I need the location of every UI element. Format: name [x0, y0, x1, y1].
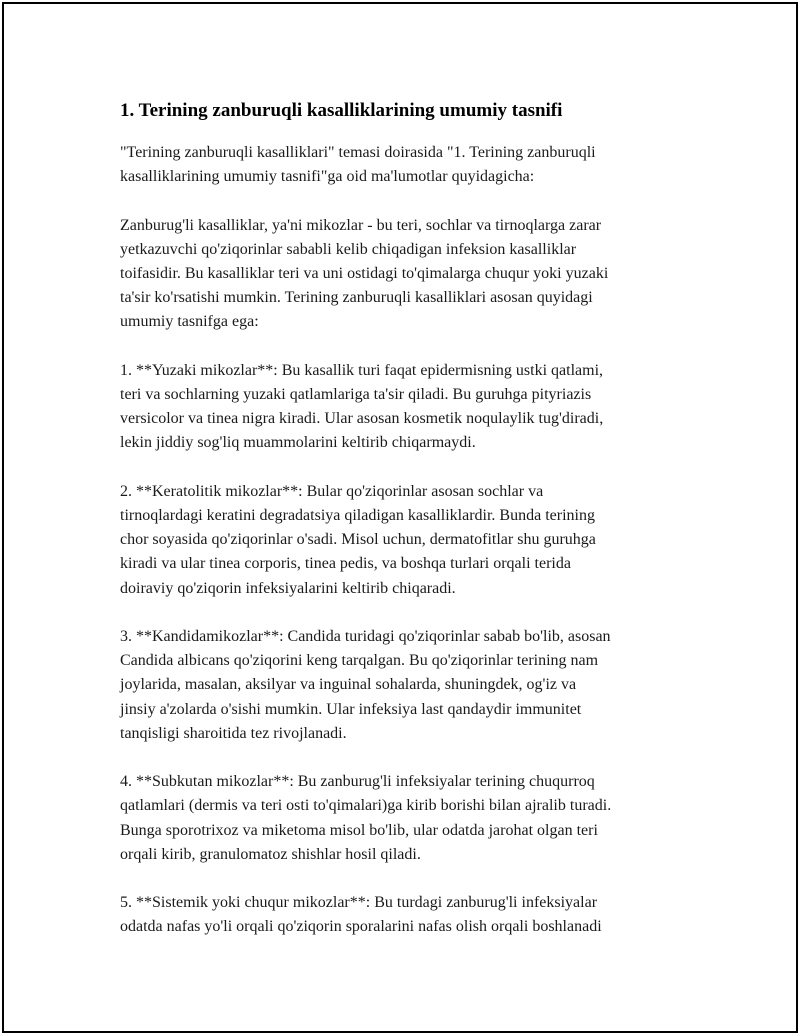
- text-line: qatlamlari (dermis va teri osti to'qimalari)ga kirib borishi bilan ajralib turadi.: [120, 797, 612, 815]
- text-line: 3. **Kandidamikozlar**: Candida turidagi qo'ziqorinlar sabab bo'lib, asosan: [120, 628, 611, 645]
- text-line: orqali kirib, granulomatoz shishlar hosil qiladi.: [120, 845, 421, 863]
- text-line: Bunga sporotrixoz va miketoma misol bo'lib, ular odatda jarohat olgan teri: [120, 821, 598, 839]
- text-line: umumiy tasnifga ega:: [120, 313, 259, 331]
- text-line: 2. **Keratolitik mikozlar**: Bular qo'ziqorinlar asosan sochlar va: [120, 482, 544, 500]
- text-line: Candida albicans qo'ziqorini keng tarqalgan. Bu qo'ziqorinlar terining nam: [120, 652, 599, 670]
- text-line: yetkazuvchi qo'ziqorinlar sababli kelib chiqadigan infeksion kasalliklar: [120, 240, 577, 258]
- definition-paragraph: [120, 214, 700, 335]
- page-title: 1. Terining zanburuqli kasalliklarining umumiy tasnifi: [120, 100, 563, 121]
- list-item-3-paragraph: [120, 625, 700, 746]
- text-line: kasalliklarining umumiy tasnifi"ga oid ma'lumotlar quyidagicha:: [120, 168, 535, 186]
- text-line: chor soyasida qo'ziqorinlar o'sadi. Misol uchun, dermatofitlar shu guruhga: [120, 531, 596, 549]
- text-line: jinsiy a'zolarda o'sishi mumkin. Ular infeksiya last qandaydir immunitet: [120, 700, 582, 718]
- text-line: 4. **Subkutan mikozlar**: Bu zanburug'li infeksiyalar terining chuqurroq: [120, 773, 595, 791]
- text-line: "Terining zanburuqli kasalliklari" temasi doirasida "1. Terining zanburuqli: [120, 144, 596, 161]
- text-line: toifasidir. Bu kasalliklar teri va uni ostidagi to'qimalarga chuqur yoki yuzaki: [120, 265, 609, 282]
- text-line: 1. **Yuzaki mikozlar**: Bu kasallik turi faqat epidermisning ustki qatlami,: [120, 361, 604, 379]
- text-line: teri va sochlarning yuzaki qatlamlariga ta'sir qiladi. Bu guruhga pityriazis: [120, 386, 592, 403]
- list-item-4-paragraph: [120, 770, 700, 867]
- text-line: ta'sir ko'rsatishi mumkin. Terining zanburuqli kasalliklari asosan quyidagi: [120, 289, 593, 307]
- intro-paragraph: [120, 141, 700, 189]
- list-item-1-paragraph: [120, 359, 700, 456]
- text-line: tanqisligi sharoitida tez rivojlanadi.: [120, 724, 347, 742]
- text-line: odatda nafas yo'li orqali qo'ziqorin sporalarini nafas olish orqali boshlanadi: [120, 918, 602, 936]
- text-line: doiraviy qo'ziqorin infeksiyalarini keltirib chiqaradi.: [120, 579, 456, 597]
- text-line: tirnoqlardagi keratini degradatsiya qiladigan kasalliklardir. Bunda terining: [120, 507, 595, 524]
- page-frame: [2, 2, 798, 1033]
- text-line: Zanburug'li kasalliklar, ya'ni mikozlar - bu teri, sochlar va tirnoqlarga zarar: [120, 216, 602, 234]
- text-line: joylarida, masalan, aksilyar va inguinal sohalarda, shuningdek, og'iz va: [120, 676, 577, 694]
- text-line: kiradi va ular tinea corporis, tinea pedis, va boshqa turlari orqali terida: [120, 555, 571, 573]
- text-line: versicolor va tinea nigra kiradi. Ular asosan kosmetik noqulaylik tug'diradi,: [120, 410, 604, 428]
- list-item-5-paragraph: [120, 891, 700, 939]
- document-body: [120, 98, 700, 964]
- list-item-2-paragraph: [120, 480, 700, 601]
- text-line: 5. **Sistemik yoki chuqur mikozlar**: Bu turdagi zanburug'li infeksiyalar: [120, 894, 598, 912]
- text-line: lekin jiddiy sog'liq muammolarini keltirib chiqarmaydi.: [120, 434, 476, 452]
